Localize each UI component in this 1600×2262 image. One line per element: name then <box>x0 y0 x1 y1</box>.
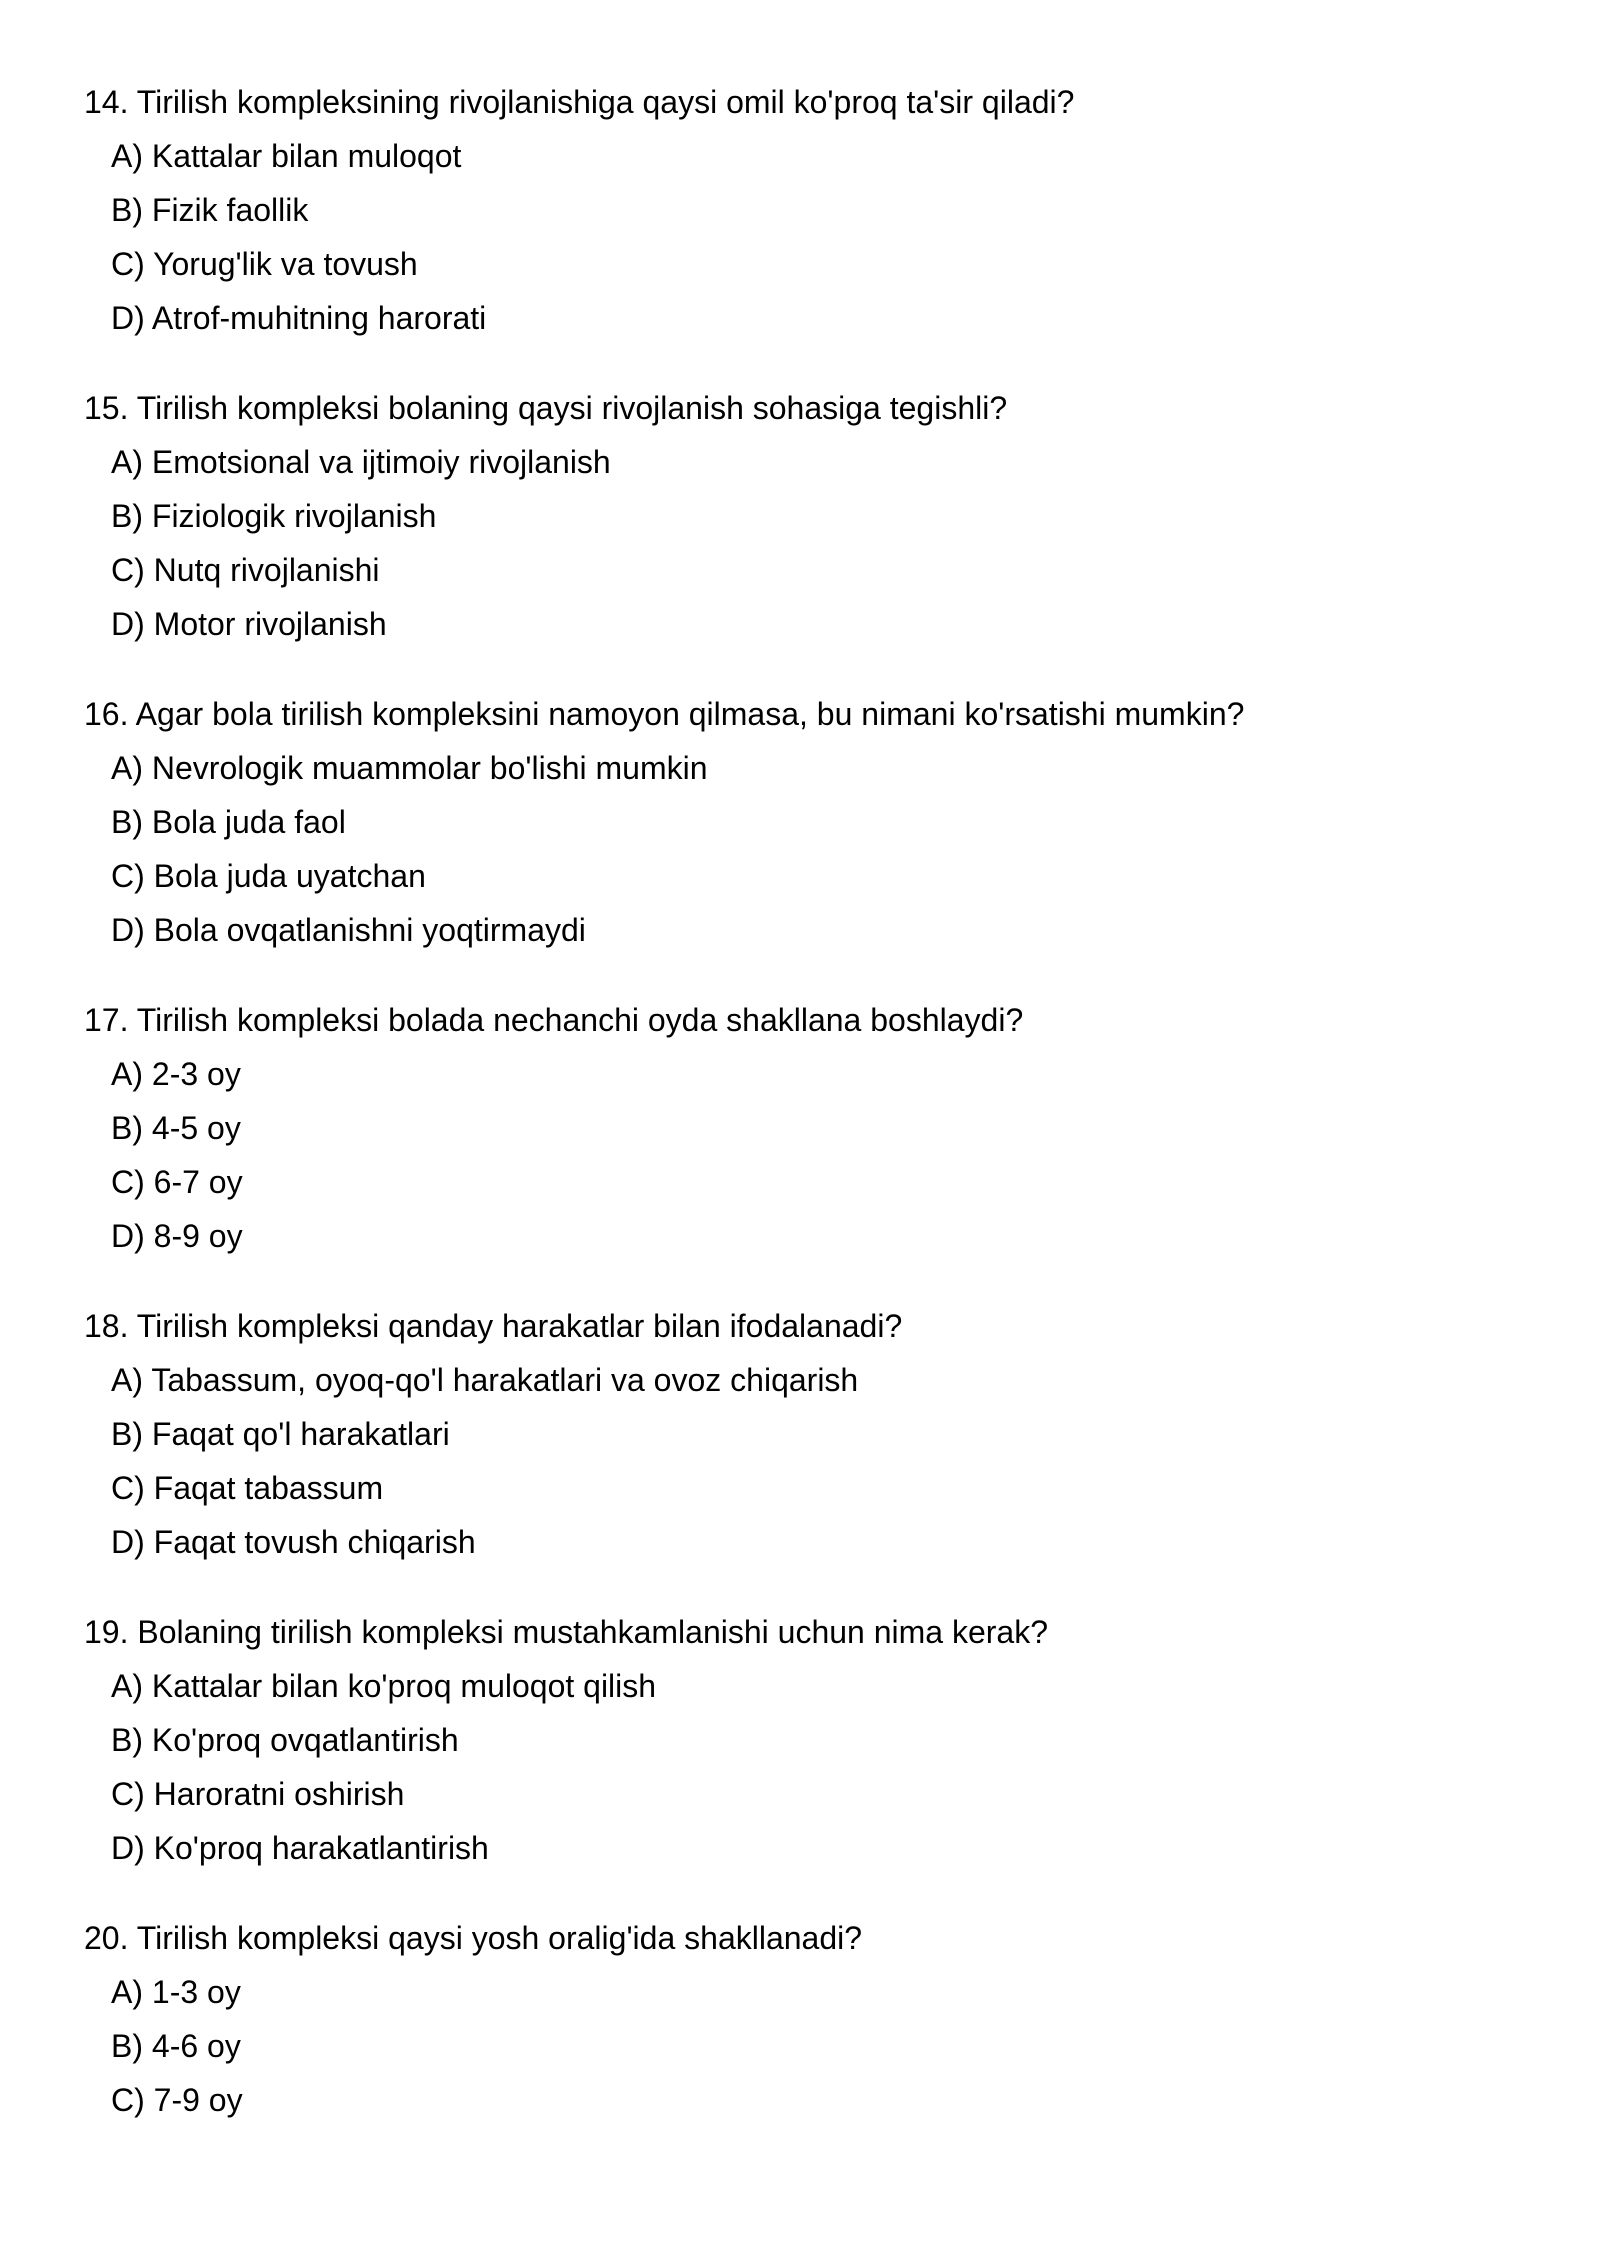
option-a: A) 1-3 oy <box>111 1974 241 2010</box>
question-17 <box>84 1000 1544 1256</box>
option-list <box>84 748 1544 950</box>
question-14 <box>84 82 1544 338</box>
option-d: D) Bola ovqatlanishni yoqtirmaydi <box>111 912 586 948</box>
option-list <box>84 442 1544 644</box>
question-18 <box>84 1306 1544 1562</box>
option-a: A) Kattalar bilan muloqot <box>111 138 462 174</box>
option-d: D) 8-9 oy <box>111 1218 243 1254</box>
question-16 <box>84 694 1544 950</box>
option-c: C) Yorug'lik va tovush <box>111 246 418 282</box>
question-text: 18. Tirilish kompleksi qanday harakatlar bilan ifodalanadi? <box>84 1308 903 1344</box>
option-b: B) Faqat qo'l harakatlari <box>111 1416 450 1452</box>
option-a: A) Nevrologik muammolar bo'lishi mumkin <box>111 750 708 786</box>
question-text: 16. Agar bola tirilish kompleksini namoyon qilmasa, bu nimani ko'rsatishi mumkin? <box>84 696 1245 732</box>
question-text: 19. Bolaning tirilish kompleksi mustahkamlanishi uchun nima kerak? <box>84 1614 1049 1650</box>
option-d: D) Ko'proq harakatlantirish <box>111 1830 489 1866</box>
option-a: A) Kattalar bilan ko'proq muloqot qilish <box>111 1668 657 1704</box>
option-d: D) Atrof-muhitning harorati <box>111 300 487 336</box>
option-list <box>84 1666 1544 1868</box>
option-list <box>84 136 1544 338</box>
question-20 <box>84 1918 1544 2120</box>
option-list <box>84 1054 1544 1256</box>
option-c: C) Faqat tabassum <box>111 1470 384 1506</box>
question-15 <box>84 388 1544 644</box>
option-c: C) 6-7 oy <box>111 1164 243 1200</box>
option-b: B) 4-6 oy <box>111 2028 241 2064</box>
option-b: B) 4-5 oy <box>111 1110 241 1146</box>
option-c: C) Bola juda uyatchan <box>111 858 426 894</box>
option-d: D) Motor rivojlanish <box>111 606 387 642</box>
option-c: C) 7-9 oy <box>111 2082 243 2118</box>
option-c: C) Nutq rivojlanishi <box>111 552 380 588</box>
option-b: B) Fiziologik rivojlanish <box>111 498 437 534</box>
option-d: D) Faqat tovush chiqarish <box>111 1524 476 1560</box>
option-c: C) Haroratni oshirish <box>111 1776 405 1812</box>
option-a: A) Emotsional va ijtimoiy rivojlanish <box>111 444 611 480</box>
option-list <box>84 1360 1544 1562</box>
option-b: B) Ko'proq ovqatlantirish <box>111 1722 459 1758</box>
option-a: A) Tabassum, oyoq-qo'l harakatlari va ovoz chiqarish <box>111 1362 859 1398</box>
question-text: 15. Tirilish kompleksi bolaning qaysi rivojlanish sohasiga tegishli? <box>84 390 1008 426</box>
option-b: B) Fizik faollik <box>111 192 309 228</box>
option-a: A) 2-3 oy <box>111 1056 241 1092</box>
question-text: 14. Tirilish kompleksining rivojlanishiga qaysi omil ko'proq ta'sir qiladi? <box>84 84 1075 120</box>
option-b: B) Bola juda faol <box>111 804 346 840</box>
question-text: 17. Tirilish kompleksi bolada nechanchi oyda shakllana boshlaydi? <box>84 1002 1024 1038</box>
question-text: 20. Tirilish kompleksi qaysi yosh oralig'ida shakllanadi? <box>84 1920 863 1956</box>
option-list <box>84 1972 1544 2120</box>
question-19 <box>84 1612 1544 1868</box>
